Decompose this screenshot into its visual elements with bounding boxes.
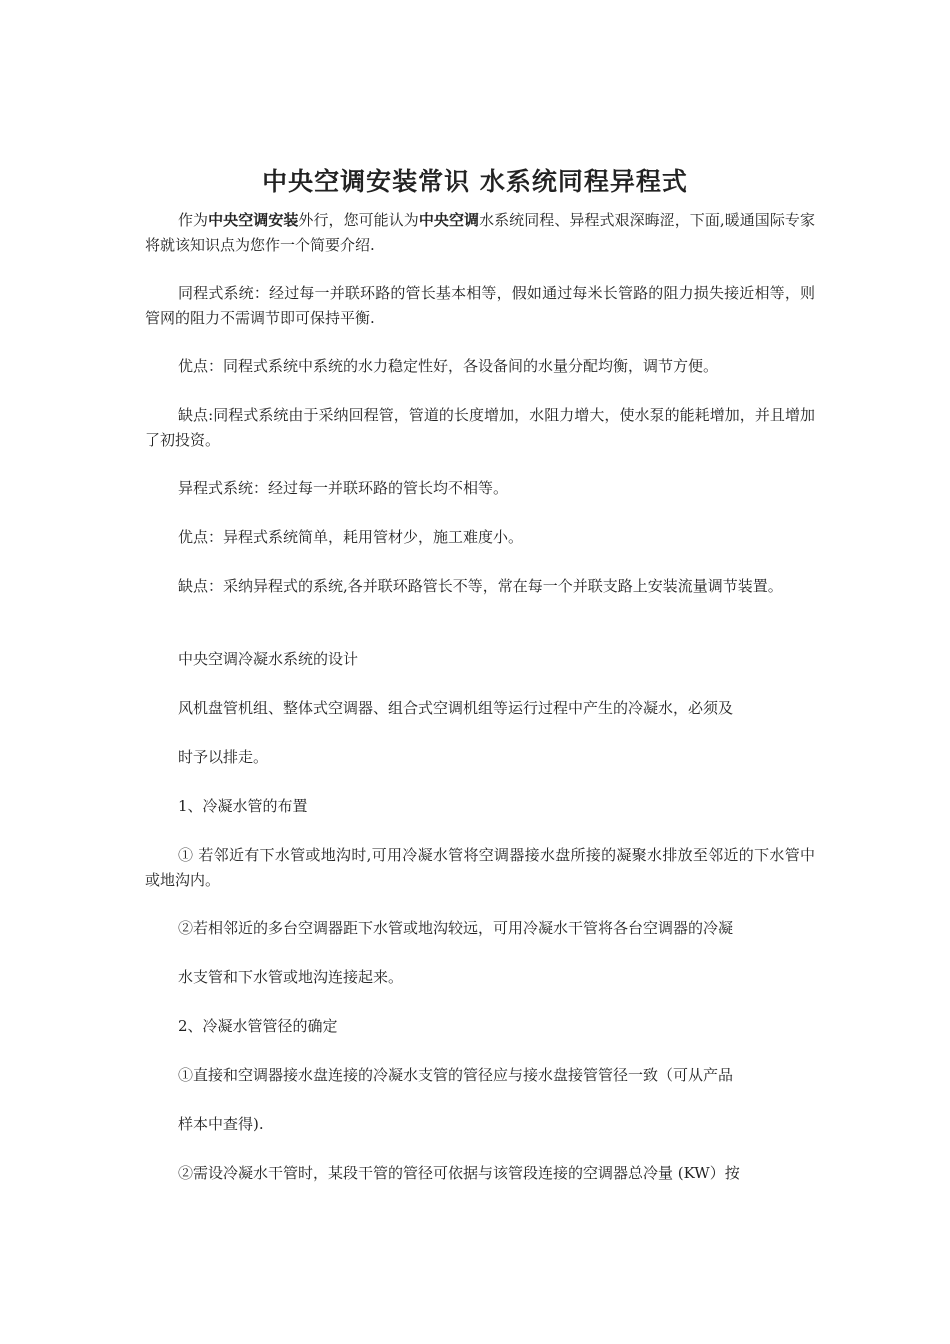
paragraph-different-path-disadvantages: 缺点：采纳异程式的系统,各并联环路管长不等，常在每一个并联支路上安装流量调节装置。 [178,577,783,595]
paragraph-different-path-advantages: 优点：异程式系统简单，耗用管材少，施工难度小。 [178,528,524,546]
intro-text-1: 作为 [178,211,209,229]
paragraph-different-path-system: 异程式系统：经过每一并联环路的管长均不相等。 [178,479,509,497]
paragraph-diameter-item-2: ②需设冷凝水干管时，某段干管的管径可依据与该管段连接的空调器总冷量 (KW）按 [178,1164,740,1182]
intro-bold-2: 中央空调 [418,211,480,229]
document-title: 中央空调安装常识 水系统同程异程式 [262,167,688,196]
paragraph-same-path-disadvantages: 缺点:同程式系统由于采纳回程管，管道的长度增加，水阻力增大，使水泵的能耗增加，并且增加了初投资。 [145,406,815,449]
paragraph-layout-item-2-line-1: ②若相邻近的多台空调器距下水管或地沟较远，可用冷凝水干管将各台空调器的冷凝 [178,919,734,937]
paragraph-layout-item-1: ① 若邻近有下水管或地沟时,可用冷凝水管将空调器接水盘所接的凝聚水排放至邻近的下水管中或地沟内。 [145,846,815,889]
paragraph-same-path-system: 同程式系统：经过每一并联环路的管长基本相等，假如通过每米长管路的阻力损失接近相等，则管网的阻力不需调节即可保持平衡. [145,284,815,327]
intro-bold-1: 中央空调安装 [208,211,299,229]
paragraph-condensate-line-1: 风机盘管机组、整体式空调器、组合式空调机组等运行过程中产生的冷凝水，必须及 [178,699,734,717]
paragraph-same-path-advantages: 优点：同程式系统中系统的水力稳定性好，各设备间的水量分配均衡，调节方便。 [178,357,719,375]
section-heading-pipe-diameter: 2、冷凝水管管径的确定 [178,1017,338,1035]
paragraph-layout-item-2-line-2: 水支管和下水管或地沟连接起来。 [178,968,404,986]
section-heading-condensate: 中央空调冷凝水系统的设计 [178,650,359,668]
paragraph-diameter-item-1-line-2: 样本中查得). [178,1115,264,1133]
intro-paragraph [145,208,815,258]
section-heading-pipe-layout: 1、冷凝水管的布置 [178,797,308,815]
paragraph-condensate-line-2: 时予以排走。 [178,748,269,766]
intro-text-3: 水系统同程、异程式艰深晦涩，下面,暖通国际专家将就该知识点为您作一个简要介绍. [145,211,815,254]
intro-text-2: 外行，您可能认为 [298,211,419,229]
paragraph-diameter-item-1-line-1: ①直接和空调器接水盘连接的冷凝水支管的管径应与接水盘接管管径一致（可从产品 [178,1066,734,1084]
